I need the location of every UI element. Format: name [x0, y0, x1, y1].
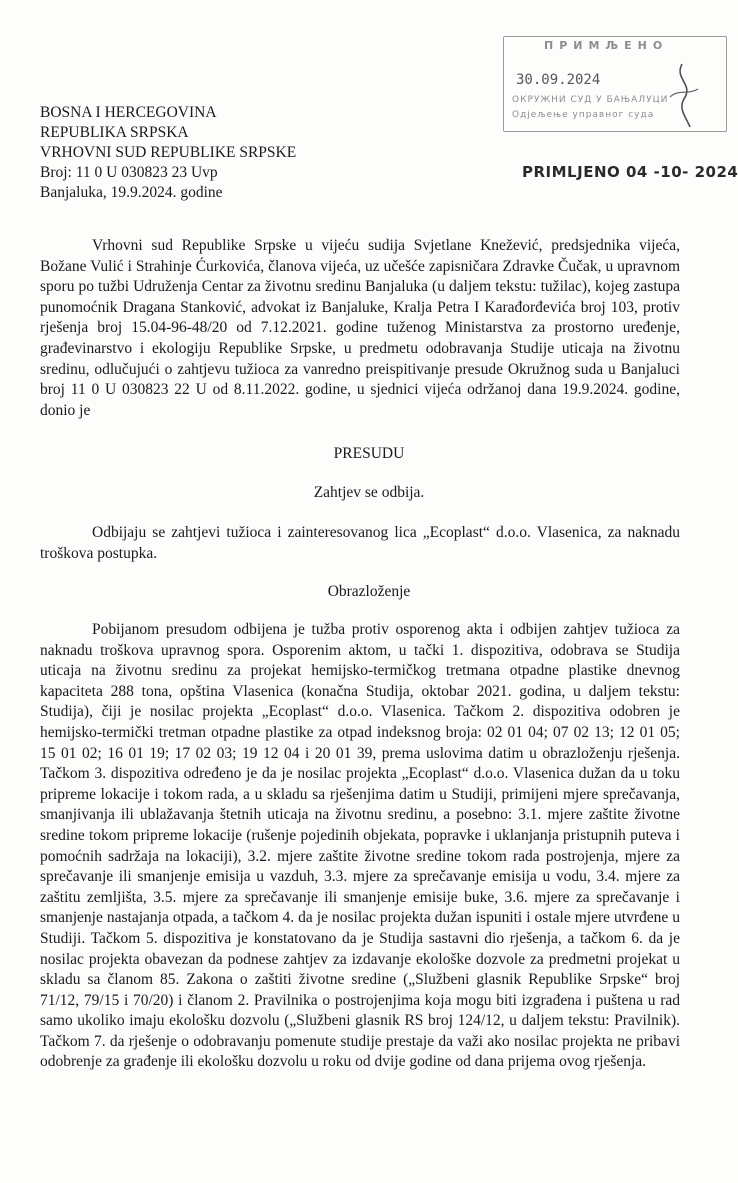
intro-paragraph: Vrhovni sud Republike Srpske u vijeću sudija Svjetlane Knežević, predsjednika vijeća, Božane Vulić i Strahinje Ćurkovića, članova vijeća, uz učešće zapisničara Zdravke Čučak, u upravnom sporu po tužbi Udruženja Centar za životnu sredinu Banjaluka (u daljem tekstu: tužilac), kojeg zastupa punomoćnik Dragana Stanković, advokat iz Banjaluke, Kralja Petra I Karađorđevića broj 103, protiv rješenja broj 15.04-96-48/20 od 7.12.2021. godine tuženog Ministarstva za prostorno uređenje, građevinarstvo i ekologiju Republike Srpske, u predmetu odobravanja Studije uticaja na životnu sredinu, odlučujući o zahtjevu tužioca za vanredno preispitivanje presude Okružnog suda u Banjaluci broj 11 0 U 030823 22 U od 8.11.2022. godine, u sjednici vijeća održanoj dana 19.9.2024. godine, donio je — [40, 237, 680, 419]
stamp-line-2: Одјељење управног суда — [512, 110, 655, 120]
header-case-number: Broj: 11 0 U 030823 23 Uvp — [40, 164, 218, 181]
header-court: VRHOVNI SUD REPUBLIKE SRPSKE — [40, 144, 297, 161]
received-stamp-box — [503, 36, 727, 132]
received-stamp: PRIMLJENO 04 -10- 2024 — [522, 163, 738, 181]
stamp-line-1: ОКРУЖНИ СУД У БАЊАЛУЦИ — [512, 95, 669, 105]
signature-icon — [664, 59, 704, 129]
verdict-line: Zahtjev se odbija. — [313, 484, 425, 501]
header-country: BOSNA I HERCEGOVINA — [40, 104, 217, 121]
stamp-title: ПРИМЉЕНО — [544, 39, 669, 52]
header-place-date: Banjaluka, 19.9.2024. godine — [40, 184, 223, 201]
reasoning-title: Obrazloženje — [327, 583, 411, 600]
header-republic: REPUBLIKA SRPSKA — [40, 124, 189, 141]
costs-paragraph: Odbijaju se zahtjevi tužioca i zainteresovanog lica „Ecoplast“ d.o.o. Vlasenica, za naknadu troškova postupka. — [40, 524, 680, 562]
court-header — [40, 103, 296, 203]
stamp-date: 30.09.2024 — [516, 72, 601, 88]
reasoning-paragraph: Pobijanom presudom odbijena je tužba protiv osporenog akta i odbijen zahtjev tužioca za naknadu troškova upravnog spora. Osporenim aktom, u tački 1. dispozitiva, odobrava se Studija uticaja na životnu sredinu za projekat hemijsko-termičkog tretmana otpadne plastike dnevnog kapaciteta 288 tona, opština Vlasenica (konačna Studija, oktobar 2021. godina, u daljem tekstu: Studija), čiji je nosilac projekta „Ecoplast“ d.o.o. Vlasenica. Tačkom 2. dispozitiva odobren je hemijsko-termički tretman otpadne plastike za otpad indeksnog broja: 02 01 04; 07 02 13; 12 01 05; 15 01 02; 16 01 19; 17 02 03; 19 12 04 i 20 01 39, prema uslovima datim u obrazloženju rješenja. Tačkom 3. dispozitiva određeno je da je nosilac projekta „Ecoplast“ d.o.o. Vlasenica dužan da u toku pripreme lokacije i tokom rada, a u skladu sa rješenjima datim u Studiji, primijeni mjere sprečavanja, smanjivanja ili ublažavanja štetnih uticaja na životnu sredinu, a posebno: 3.1. mjere zaštite životne sredine tokom pripreme lokacije (rušenje pojedinih objekata, popravke i uklanjanja pristupnih puteva i pomoćnih sadržaja na lokaciji), 3.2. mjere zaštite životne sredine tokom rada postrojenja, mjere za sprečavanje ili smanjenje emisija u vazduh, 3.3. mjere za sprečavanje emisija u vodu, 3.4. mjere za zaštitu zemljišta, 3.5. mjere za sprečavanje ili smanjenje emisije buke, 3.6. mjere za sprečavanje i smanjenje nastajanja otpada, a tačkom 4. da je nosilac projekta dužan ispuniti i ostale mjere utvrđene u Studiji. Tačkom 5. dispozitiva je konstatovano da je Studija sastavni dio rješenja, a tačkom 6. da je nosilac projekta obavezan da podnese zahtjev za izdavanje ekološke dozvole za predmetni projekat u skladu sa članom 85. Zakona o zaštiti životne sredine („Službeni glasnik Republike Srpske“ broj 71/12, 79/15 i 70/20) i članom 2. Pravilnika o postrojenjima koja mogu biti izgrađena i puštena u rad samo ukoliko imaju ekološku dozvolu („Službeni glasnik RS broj 124/12, u daljem tekstu: Pravilnik). Tačkom 7. da rješenje o odobravanju pomenute studije prestaje da važi ako nosilac projekta ne pribavi odobrenje za građenje ili ekološku dozvolu u roku od dvije godine od dana prijema ovog rješenja. — [40, 621, 680, 1071]
verdict-title: PRESUDU — [333, 445, 405, 462]
